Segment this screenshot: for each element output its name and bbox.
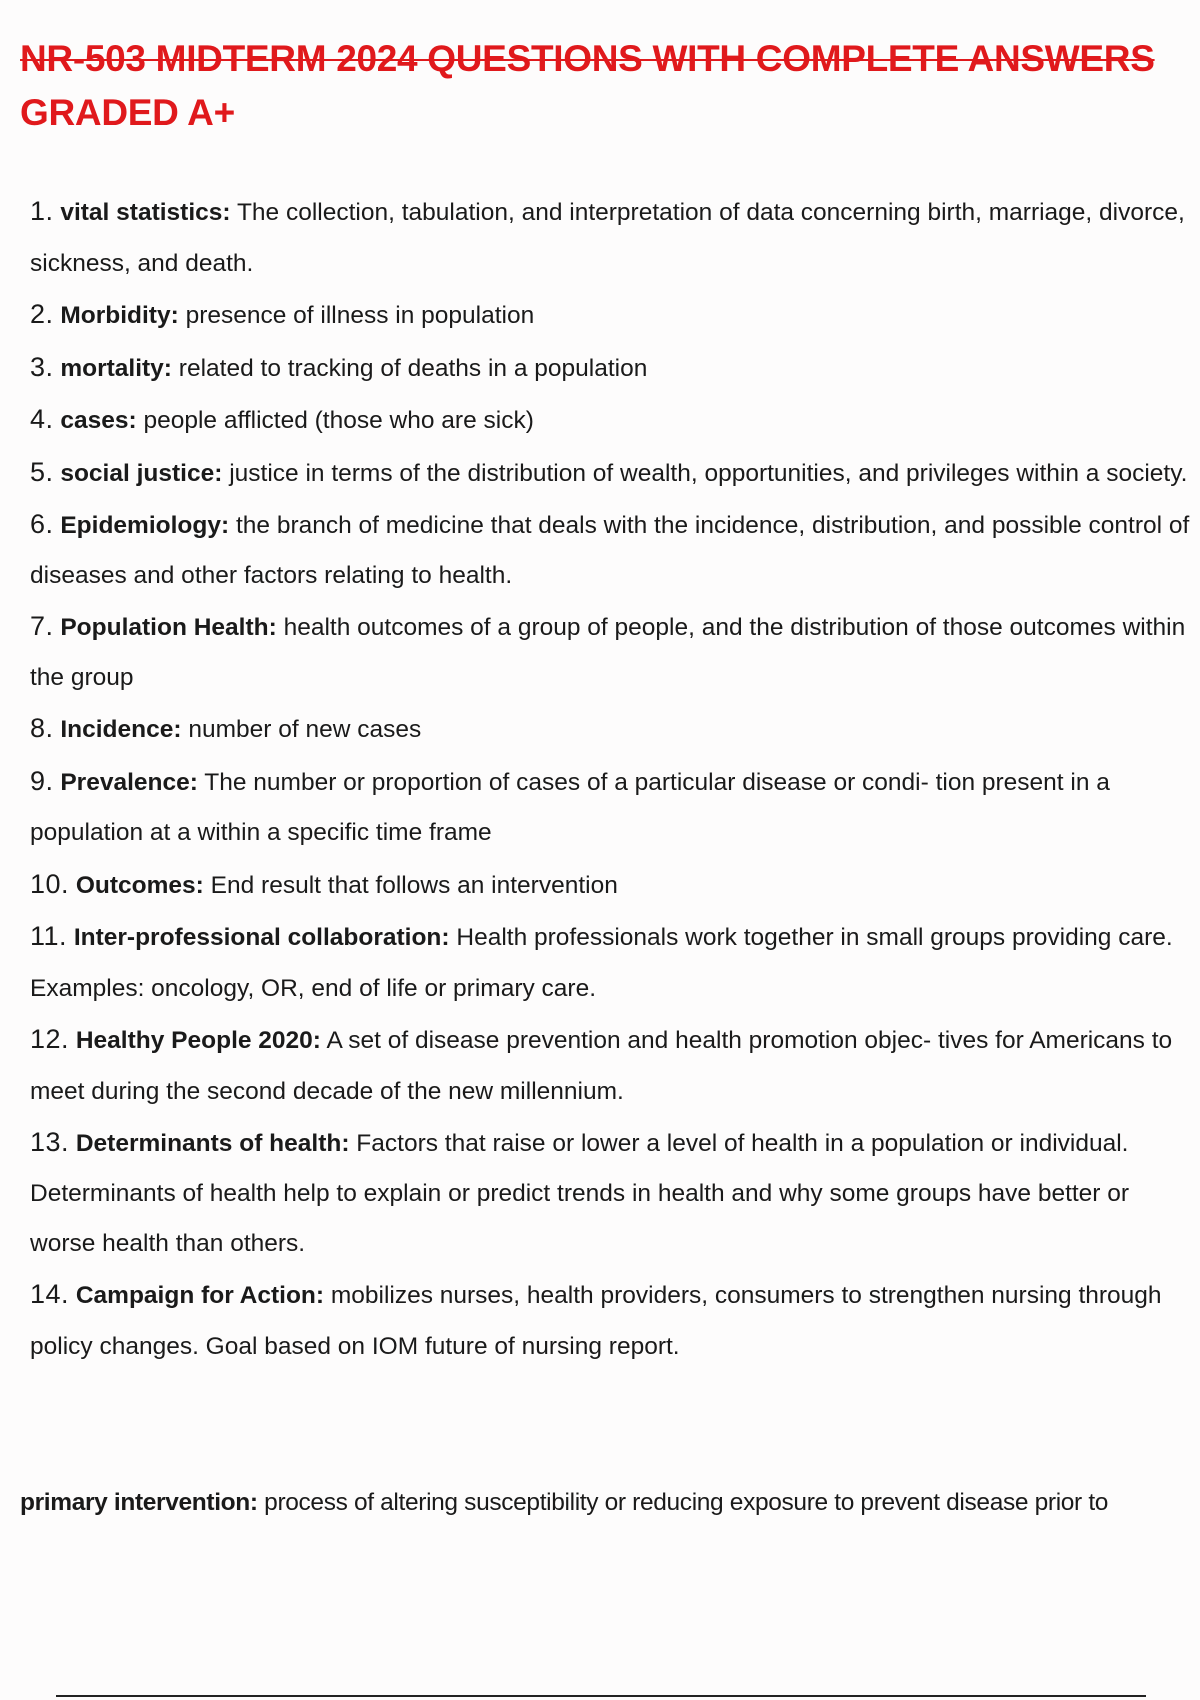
title-line-2: GRADED A+ bbox=[20, 92, 235, 133]
item-number: 13. bbox=[30, 1127, 70, 1157]
item-term: Morbidity: bbox=[60, 302, 179, 329]
list-item bbox=[30, 1014, 1195, 1117]
list-item bbox=[30, 186, 1195, 289]
item-number: 3. bbox=[30, 351, 54, 382]
item-definition: Factors that raise or lower a level of health in a population or individual. Determinants of health help to explain or predict trends in health and why some groups have better or worse health than others. bbox=[30, 1130, 1130, 1257]
item-number: 4. bbox=[30, 404, 54, 434]
item-term: Prevalence: bbox=[60, 768, 198, 796]
item-definition: mobilizes nurses, health providers, consumers to strengthen nursing through policy changes. Goal based on IOM future of nursing report. bbox=[30, 1282, 1162, 1360]
item-term: Campaign for Action: bbox=[75, 1282, 325, 1309]
item-definition: related to tracking of deaths in a population bbox=[178, 354, 648, 382]
item-term: Inter-professional collaboration: bbox=[73, 924, 450, 951]
item-definition: justice in terms of the distribution of wealth, opportunities, and privileges within a society. bbox=[229, 459, 1188, 487]
item-definition: the branch of medicine that deals with the incidence, distribution, and possible control of diseases and other factors relating to health. bbox=[30, 512, 1190, 589]
item-number: 10. bbox=[30, 868, 70, 899]
item-number: 6. bbox=[30, 509, 54, 539]
item-term: Population Health: bbox=[60, 614, 277, 641]
list-item-unnumbered bbox=[20, 1478, 1195, 1528]
document-title bbox=[20, 32, 1195, 140]
list-item bbox=[30, 703, 1195, 756]
item-definition: health outcomes of a group of people, and the distribution of those outcomes within the group bbox=[30, 614, 1186, 691]
item-definition: Health professionals work together in small groups providing care. Examples: oncology, OR, end of life or primary care. bbox=[30, 924, 1173, 1002]
item-definition: The number or proportion of cases of a particular disease or condi- tion present in a population at a within a specific time frame bbox=[30, 768, 1110, 846]
item-number: 11. bbox=[30, 921, 68, 951]
list-item bbox=[30, 859, 1195, 912]
item-definition: A set of disease prevention and health promotion objec- tives for Americans to meet during the second decade of the new millennium. bbox=[30, 1027, 1173, 1105]
item-number: 2. bbox=[30, 299, 54, 329]
item-definition: End result that follows an intervention bbox=[210, 871, 618, 899]
list-item bbox=[30, 756, 1195, 859]
item-term: social justice: bbox=[60, 459, 223, 487]
item-number: 5. bbox=[30, 456, 54, 487]
question-list bbox=[30, 186, 1195, 1372]
item-term: Healthy People 2020: bbox=[75, 1027, 321, 1054]
title-line-1: NR-503 MIDTERM 2024 QUESTIONS WITH COMPLETE ANSWERS bbox=[20, 38, 1155, 79]
item-number: 1. bbox=[30, 196, 54, 226]
item-definition: The collection, tabulation, and interpretation of data concerning birth, marriage, divorce, sickness, and death. bbox=[30, 199, 1185, 277]
footer-divider bbox=[56, 1695, 1146, 1697]
item-number: 14. bbox=[30, 1279, 70, 1309]
list-item bbox=[30, 289, 1195, 342]
item-term: primary intervention: bbox=[20, 1489, 258, 1516]
item-number: 12. bbox=[30, 1024, 70, 1054]
item-term: Epidemiology: bbox=[60, 512, 230, 539]
item-number: 8. bbox=[30, 713, 54, 743]
item-term: vital statistics: bbox=[60, 199, 231, 226]
list-item bbox=[30, 499, 1195, 601]
item-term: Incidence: bbox=[60, 716, 182, 743]
item-definition: presence of illness in population bbox=[185, 302, 535, 329]
list-item bbox=[30, 601, 1195, 703]
item-term: Determinants of health: bbox=[75, 1130, 350, 1157]
list-item bbox=[30, 342, 1195, 395]
list-item bbox=[30, 394, 1195, 447]
item-term: Outcomes: bbox=[75, 871, 204, 899]
list-item bbox=[30, 1269, 1195, 1372]
list-item bbox=[30, 447, 1195, 500]
item-number: 9. bbox=[30, 765, 54, 796]
item-term: mortality: bbox=[60, 354, 172, 382]
item-definition: number of new cases bbox=[188, 716, 422, 743]
item-number: 7. bbox=[30, 611, 54, 641]
item-definition: process of altering susceptibility or reducing exposure to prevent disease prior to bbox=[264, 1489, 1109, 1516]
item-term: cases: bbox=[60, 407, 137, 434]
list-item bbox=[30, 1117, 1195, 1269]
item-definition: people afflicted (those who are sick) bbox=[143, 407, 534, 434]
list-item bbox=[30, 911, 1195, 1014]
